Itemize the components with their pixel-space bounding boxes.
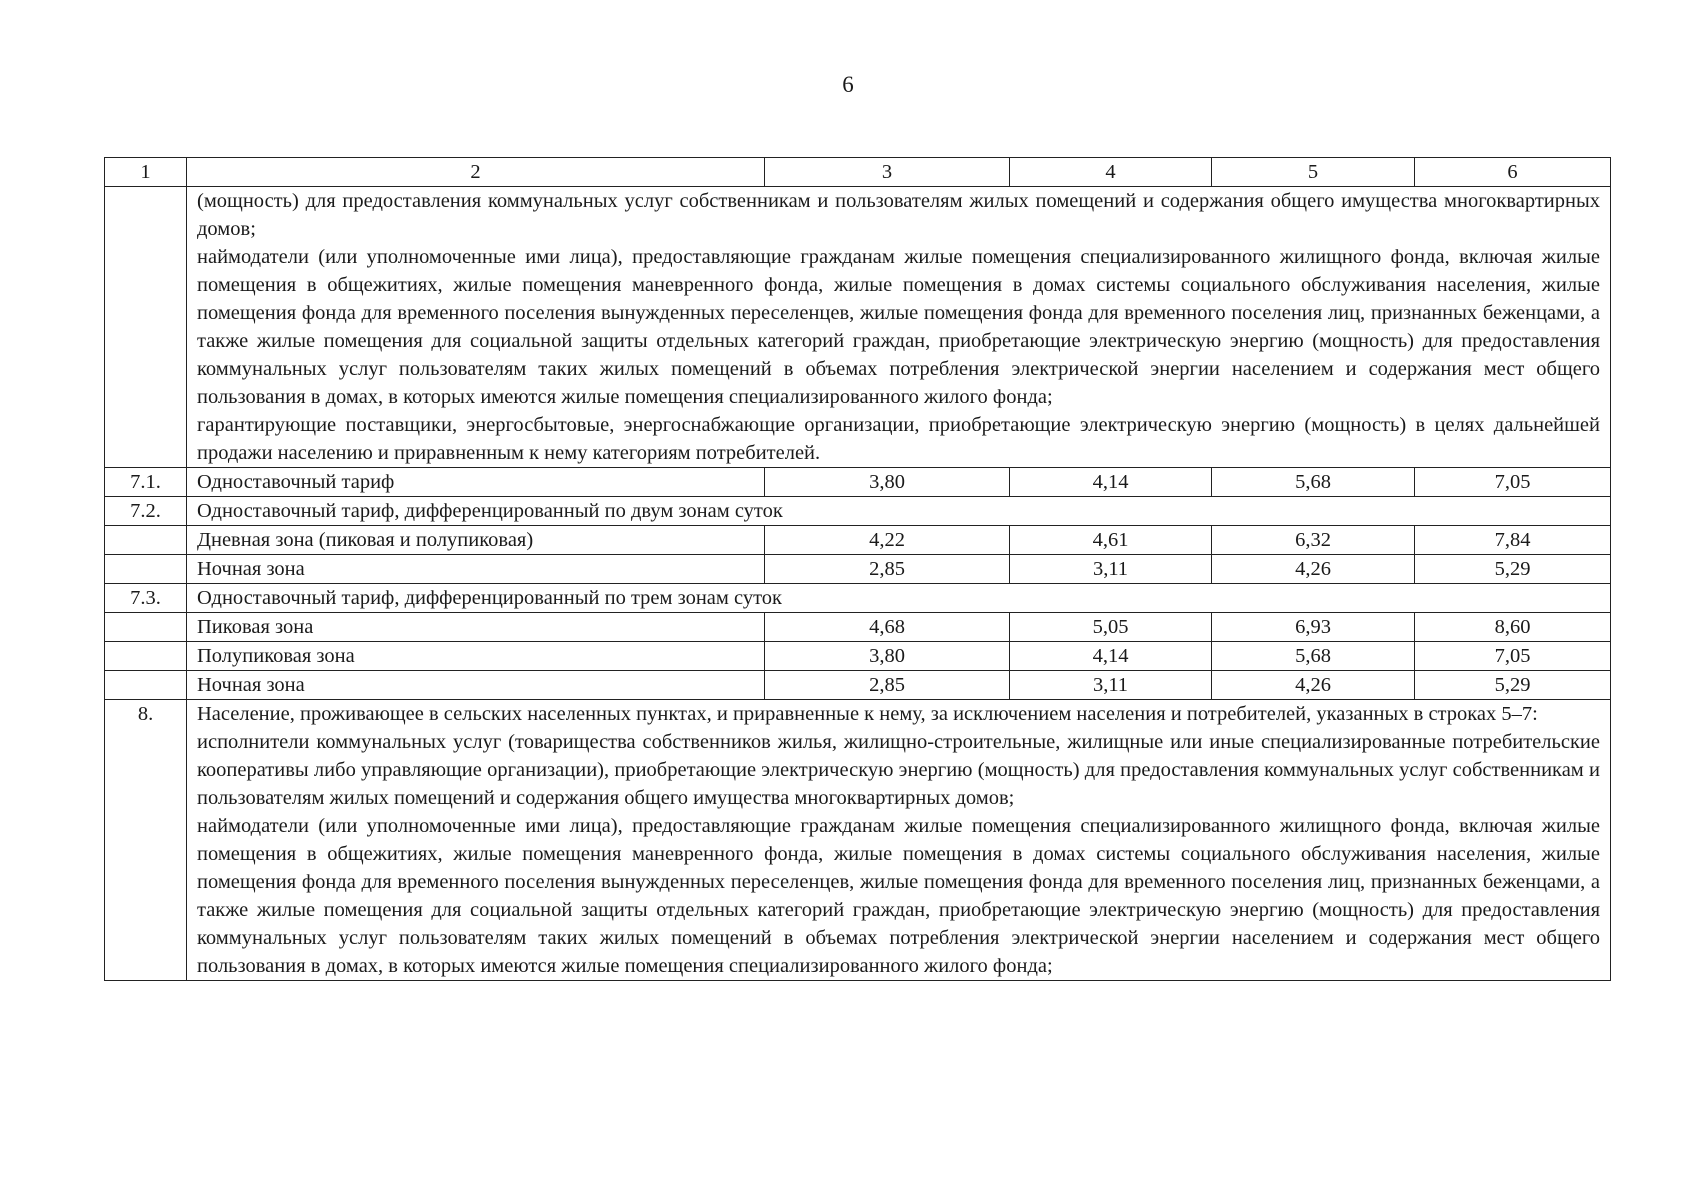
table-row bbox=[105, 642, 1611, 671]
row-number-cell bbox=[105, 642, 187, 671]
value-cell: 4,14 bbox=[1010, 468, 1212, 497]
table-row bbox=[105, 584, 1611, 613]
value-cell: 5,29 bbox=[1415, 671, 1611, 700]
row-label: Одноставочный тариф bbox=[187, 468, 765, 497]
value-cell: 4,22 bbox=[765, 526, 1010, 555]
value-cell: 3,80 bbox=[765, 468, 1010, 497]
value-cell: 2,85 bbox=[765, 555, 1010, 584]
value-cell: 3,11 bbox=[1010, 671, 1212, 700]
row-number: 8. bbox=[105, 700, 187, 981]
value-cell: 6,93 bbox=[1212, 613, 1415, 642]
value-cell: 4,26 bbox=[1212, 671, 1415, 700]
row-number-cell bbox=[105, 671, 187, 700]
paragraph: (мощность) для предоставления коммунальных услуг собственникам и пользователям жилых помещений и содержания общего имущества многоквартирных домов; bbox=[197, 190, 1600, 240]
row-label: Полупиковая зона bbox=[187, 642, 765, 671]
row-number-cell bbox=[105, 613, 187, 642]
paragraph: гарантирующие поставщики, энергосбытовые, энергоснабжающие организации, приобретающие электрическую энергию (мощность) в целях дальнейшей продажи населению и приравненным к нему категориям потребителей. bbox=[197, 414, 1600, 464]
value-cell: 3,11 bbox=[1010, 555, 1212, 584]
value-cell: 3,80 bbox=[765, 642, 1010, 671]
paragraph: наймодатели (или уполномоченные ими лица), предоставляющие гражданам жилые помещения специализированного жилищного фонда, включая жилые помещения в общежитиях, жилые помещения маневренного фонда, жилые помещения в домах системы социального обслуживания населения, жилые помещения фонда для временного поселения вынужденных переселенцев, жилые помещения фонда для временного поселения лиц, признанных беженцами, а также жилые помещения для социальной защиты отдельных категорий граждан, приобретающие электрическую энергию (мощность) для предоставления коммунальных услуг пользователям таких жилых помещений в объемах потребления электрической энергии населением и содержания мест общего пользования в домах, в которых имеются жилые помещения специализированного жилого фонда; bbox=[197, 246, 1600, 408]
value-cell: 5,29 bbox=[1415, 555, 1611, 584]
description-cell bbox=[187, 700, 1611, 981]
value-cell: 2,85 bbox=[765, 671, 1010, 700]
row-label: Одноставочный тариф, дифференцированный по двум зонам суток bbox=[187, 497, 1611, 526]
description-cell bbox=[187, 187, 1611, 468]
row-number: 7.3. bbox=[105, 584, 187, 613]
value-cell: 4,26 bbox=[1212, 555, 1415, 584]
page-number: 6 bbox=[842, 72, 854, 97]
value-cell: 5,05 bbox=[1010, 613, 1212, 642]
row-number-cell bbox=[105, 187, 187, 468]
row-label: Одноставочный тариф, дифференцированный по трем зонам суток bbox=[187, 584, 1611, 613]
column-header: 1 bbox=[105, 158, 187, 187]
column-header: 5 bbox=[1212, 158, 1415, 187]
table-row bbox=[105, 613, 1611, 642]
value-cell: 5,68 bbox=[1212, 642, 1415, 671]
value-cell: 7,05 bbox=[1415, 468, 1611, 497]
column-header: 6 bbox=[1415, 158, 1611, 187]
row-number: 7.1. bbox=[105, 468, 187, 497]
row-number: 7.2. bbox=[105, 497, 187, 526]
value-cell: 7,84 bbox=[1415, 526, 1611, 555]
column-header: 3 bbox=[765, 158, 1010, 187]
row-label: Дневная зона (пиковая и полупиковая) bbox=[187, 526, 765, 555]
value-cell: 4,14 bbox=[1010, 642, 1212, 671]
row-label: Ночная зона bbox=[187, 555, 765, 584]
value-cell: 5,68 bbox=[1212, 468, 1415, 497]
tariff-table bbox=[104, 157, 1611, 981]
value-cell: 8,60 bbox=[1415, 613, 1611, 642]
column-header: 2 bbox=[187, 158, 765, 187]
paragraph: Население, проживающее в сельских населенных пунктах, и приравненные к нему, за исключением населения и потребителей, указанных в строках 5–7: bbox=[197, 703, 1538, 725]
value-cell: 7,05 bbox=[1415, 642, 1611, 671]
table-row bbox=[105, 555, 1611, 584]
row-number-cell bbox=[105, 526, 187, 555]
row-label: Ночная зона bbox=[187, 671, 765, 700]
table-row bbox=[105, 497, 1611, 526]
table-row bbox=[105, 671, 1611, 700]
table-row bbox=[105, 526, 1611, 555]
value-cell: 6,32 bbox=[1212, 526, 1415, 555]
table-row-continued bbox=[105, 187, 1611, 468]
value-cell: 4,68 bbox=[765, 613, 1010, 642]
row-label: Пиковая зона bbox=[187, 613, 765, 642]
table-row bbox=[105, 468, 1611, 497]
row-number-cell bbox=[105, 555, 187, 584]
paragraph: наймодатели (или уполномоченные ими лица), предоставляющие гражданам жилые помещения специализированного жилищного фонда, включая жилые помещения в общежитиях, жилые помещения маневренного фонда, жилые помещения в домах системы социального обслуживания населения, жилые помещения фонда для временного поселения вынужденных переселенцев, жилые помещения фонда для временного поселения лиц, признанных беженцами, а также жилые помещения для социальной защиты отдельных категорий граждан, приобретающие электрическую энергию (мощность) для предоставления коммунальных услуг пользователям таких жилых помещений в объемах потребления электрической энергии населением и содержания мест общего пользования в домах, в которых имеются жилые помещения специализированного жилого фонда; bbox=[197, 815, 1600, 977]
column-header: 4 bbox=[1010, 158, 1212, 187]
value-cell: 4,61 bbox=[1010, 526, 1212, 555]
paragraph: исполнители коммунальных услуг (товарищества собственников жилья, жилищно-строительные, жилищные или иные специализированные потребительские кооперативы либо управляющие организации), приобретающие электрическую энергию (мощность) для предоставления коммунальных услуг собственникам и пользователям жилых помещений и содержания общего имущества многоквартирных домов; bbox=[197, 731, 1600, 809]
table-row bbox=[105, 700, 1611, 981]
table-header-row bbox=[105, 158, 1611, 187]
